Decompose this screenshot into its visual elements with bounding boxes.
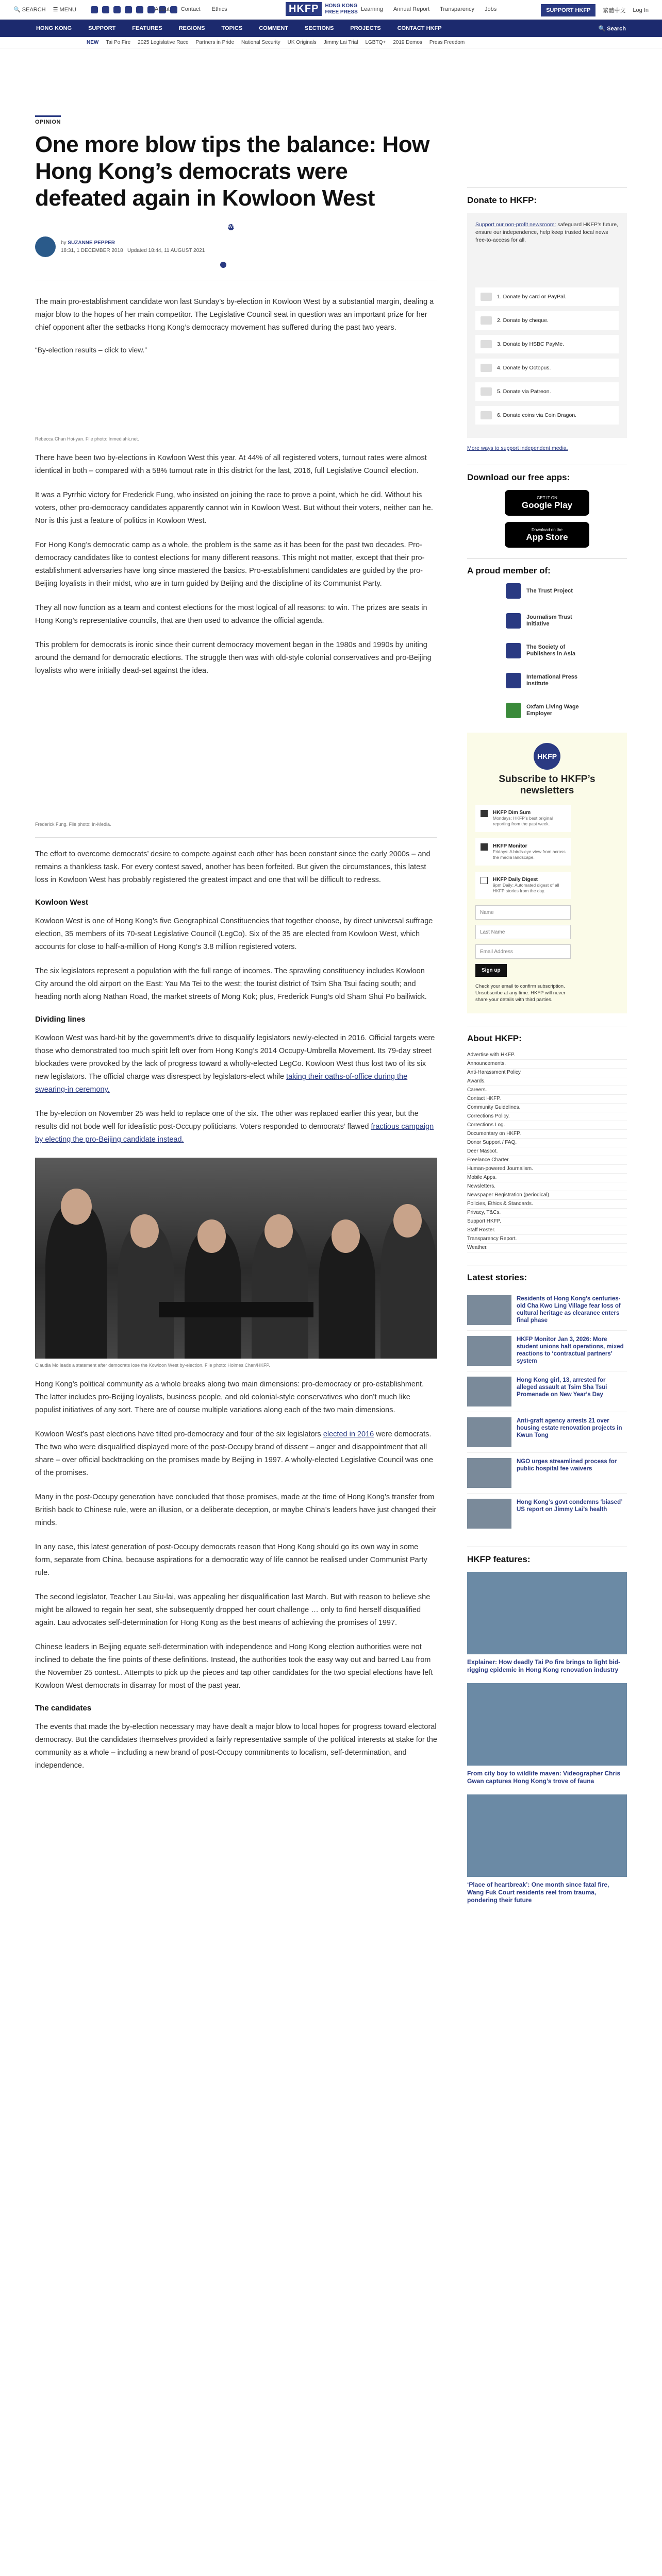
member-heading: A proud member of: xyxy=(467,558,627,576)
inline-link[interactable]: taking their oaths-of-office during the swearing-in ceremony. xyxy=(35,1073,408,1094)
story-title[interactable]: HKFP Monitor Jan 3, 2026: More student unions halt operations, mixed reactions to ‘contractual partners’ system xyxy=(517,1336,624,1364)
donate-option[interactable]: 4. Donate by Octopus. xyxy=(475,359,619,377)
about-list xyxy=(467,1051,627,1252)
story-item[interactable] xyxy=(467,1494,627,1534)
nav-projects[interactable]: PROJECTS xyxy=(350,25,381,31)
image-caption: Rebecca Chan Hoi-yan. File photo: Inmediahk.net. xyxy=(35,436,139,442)
checkbox-icon[interactable] xyxy=(481,877,488,884)
nav-contact[interactable]: CONTACT HKFP xyxy=(397,25,442,31)
facebook-icon[interactable] xyxy=(91,6,98,13)
trending-link[interactable]: 2025 Legislative Race xyxy=(138,40,189,45)
nav-features[interactable]: FEATURES xyxy=(132,25,162,31)
trending-link[interactable]: Tai Po Fire xyxy=(106,40,131,45)
about-heading: About HKFP: xyxy=(467,1026,627,1044)
about-item[interactable]: Newspaper Registration (periodical). xyxy=(467,1191,627,1200)
checkbox-icon[interactable] xyxy=(481,810,488,817)
latest-list xyxy=(467,1290,627,1534)
feature-image[interactable] xyxy=(467,1572,627,1654)
x-icon[interactable] xyxy=(102,6,109,13)
newsletter-title: Subscribe to HKFP’s newsletters xyxy=(499,774,595,796)
link-learning[interactable]: Learning xyxy=(361,6,383,12)
about-item[interactable]: Donor Support / FAQ. xyxy=(467,1139,627,1147)
about-item[interactable]: Support HKFP. xyxy=(467,1217,627,1226)
member-logo[interactable]: Oxfam Living Wage Employer xyxy=(467,703,627,718)
publish-date: 18:31, 1 DECEMBER 2018 xyxy=(61,248,123,253)
nav-comment[interactable]: COMMENT xyxy=(259,25,289,31)
paragraph: In any case, this latest generation of post-Occupy democrats reason that Hong Kong should go its own way in some form, separate from China, because aspirations for a democratic way of life cannot be realised under Communist Party rule. xyxy=(35,1543,427,1577)
link-transparency[interactable]: Transparency xyxy=(440,6,474,12)
instagram-icon[interactable] xyxy=(113,6,121,13)
paragraph: This problem for democrats is ironic since their current democracy movement began in the 1980s and 1990s by uniting around the demand for democratic elections. The struggle then was with old-style colonial conservatives and pro-Beijing loyalists who were initially dead-set against the idea. xyxy=(35,641,432,675)
link-about[interactable]: About xyxy=(155,6,170,12)
octopus-icon xyxy=(481,364,492,372)
story-title[interactable]: Anti-graft agency arrests 21 over housing estate renovation projects in Kwun Tong xyxy=(517,1418,622,1438)
donate-box: Support our non-profit newsroom: safeguard HKFP’s future, ensure our independence, help keep trusted local news free-to-access for all. 1. Donate by card or PayPal. 2. Donate by cheque. 3. Donate by HSBC PayMe. 4. Donate by Octopus. 5. Donate via Patreon. 6. Donate coins via Coin Dragon. xyxy=(467,213,627,438)
feature-title[interactable]: From city boy to wildlife maven: Videographer Chris Gwan captures Hong Kong’s trove of fauna xyxy=(467,1770,621,1785)
trending-link[interactable]: Press Freedom xyxy=(429,40,465,45)
about-item[interactable]: Advertise with HKFP. xyxy=(467,1051,627,1060)
coin-icon xyxy=(481,411,492,419)
about-item[interactable]: Staff Roster. xyxy=(467,1226,627,1235)
author-link[interactable]: SUZANNE PEPPER xyxy=(68,240,115,246)
feature-title[interactable]: Explainer: How deadly Tai Po fire brings to light bid-rigging epidemic in Hong Kong renovation industry xyxy=(467,1658,621,1673)
new-label: NEW xyxy=(87,40,99,45)
story-thumbnail[interactable] xyxy=(467,1295,511,1325)
embedded-link[interactable]: “By-election results – click to view.” xyxy=(35,346,147,354)
trending-link[interactable]: National Security xyxy=(241,40,280,45)
feature-image[interactable] xyxy=(467,1683,627,1766)
cheque-icon xyxy=(481,316,492,325)
trending-link[interactable]: UK Originals xyxy=(287,40,317,45)
paragraph: There have been two by-elections in Kowloon West this year. At 44% of all registered voters, turnout rates were almost identical in both – compared with a 58% turnout rate in this district for the last, 2016, full Legislative Council election. xyxy=(35,454,427,475)
nav-support[interactable]: SUPPORT xyxy=(88,25,116,31)
donate-option[interactable]: 1. Donate by card or PayPal. xyxy=(475,287,619,306)
story-item[interactable] xyxy=(467,1290,627,1331)
paragraph: For Hong Kong’s democratic camp as a whole, the problem is the same as it has been for the past two decades. Pro-democracy candidates like to contest elections for many different reasons. This might not matter, except that their pro-establishment adversaries have long since mastered the basics. Pro-establishment candidates are guided by the pro-Beijing loyalists in their midst, who are in turn guided by Beijing and the discipline of its Communist Party. xyxy=(35,541,425,588)
member-logo[interactable]: The Trust Project xyxy=(467,583,627,599)
trending-bar xyxy=(0,37,662,48)
email-field[interactable]: Email Address xyxy=(475,944,571,959)
trending-link[interactable]: Jimmy Lai Trial xyxy=(323,40,358,45)
about-item[interactable]: Weather. xyxy=(467,1244,627,1252)
newsletter-signup xyxy=(467,733,627,1013)
newsletter-option[interactable]: HKFP Dim Sum Mondays: HKFP’s best original reporting from the past week. xyxy=(475,805,571,832)
feature-title[interactable]: ‘Place of heartbreak’: One month since fatal fire, Wang Fuk Court residents reel from trauma, pondering their future xyxy=(467,1881,609,1904)
story-thumbnail[interactable] xyxy=(467,1458,511,1488)
ad-space xyxy=(0,48,662,115)
utility-links xyxy=(155,6,227,12)
about-item[interactable]: Contact HKFP. xyxy=(467,1095,627,1104)
about-item[interactable]: Careers. xyxy=(467,1086,627,1095)
utility-bar xyxy=(0,0,662,20)
youtube-icon[interactable] xyxy=(125,6,132,13)
link-annual-report[interactable]: Annual Report xyxy=(393,6,430,12)
story-thumbnail[interactable] xyxy=(467,1417,511,1447)
donate-heading: Donate to HKFP: xyxy=(467,188,627,206)
more-ways-link[interactable]: More ways to support independent media. xyxy=(467,445,568,451)
paragraph: The events that made the by-election necessary may have dealt a major blow to local hopes for progress toward electoral democracy. But the candidates themselves provided a fairly representative sample of the political interests at stake for the community as a whole – including a new brand of post-Occupy commitments to localism, self-determination, and independence. xyxy=(35,1723,437,1770)
about-item[interactable]: Mobile Apps. xyxy=(467,1174,627,1182)
story-title[interactable]: Hong Kong’s govt condemns ‘biased’ US report on Jimmy Lai’s health xyxy=(517,1499,622,1513)
story-title[interactable]: Residents of Hong Kong’s centuries-old Cha Kwo Ling Village fear loss of cultural heritage as clearance enters final phase xyxy=(517,1296,621,1324)
paragraph: Kowloon West was hard-hit by the government’s drive to disqualify legislators newly-elected in 2016. Official targets were those who demonstrated too much spirit left over from Hong Kong’s 2014 Occupy-Umbrella Movement. Its 79-day street blockades were provoked by the lack of progress toward a wholly-elected LegCo. Kowloon West thus lost two of its six new legislators. The official charge was disrespect by legislators-elect while taking their oaths-of-office during the swearing-in ceremony. xyxy=(35,1034,435,1094)
about-item[interactable]: Awards. xyxy=(467,1077,627,1086)
paragraph: The six legislators represent a population with the full range of incomes. The sprawling constituency includes Kowloon City around the old airport on the East: Yau Ma Tei to the west; the tourist district of Tsim Sha Tsui facing south; and heading north along Nathan Road, the market streets of Mong Kok; plus, Frederick Fung’s old Sham Shui Po bailiwick. xyxy=(35,967,427,1001)
feature-item[interactable] xyxy=(467,1572,627,1674)
sidebar xyxy=(467,115,627,1913)
payment-logos xyxy=(475,251,619,287)
section-label[interactable]: OPINION xyxy=(35,115,61,125)
trust-link[interactable]: Why you can trust Hong Kong Free Press xyxy=(220,224,234,269)
article-title: One more blow tips the balance: How Hong Kong’s democrats were defeated again in Kowloon West xyxy=(35,132,429,211)
donate-option[interactable]: 3. Donate by HSBC PayMe. xyxy=(475,335,619,353)
last-name-field[interactable]: Last Name xyxy=(475,925,571,939)
payme-icon xyxy=(481,340,492,348)
about-item[interactable]: Deer Mascot. xyxy=(467,1147,627,1156)
embedded-image-space xyxy=(35,689,437,818)
story-item[interactable] xyxy=(467,1412,627,1453)
donate-option[interactable]: 5. Donate via Patreon. xyxy=(475,382,619,401)
nav-regions[interactable]: REGIONS xyxy=(178,25,205,31)
about-item[interactable]: Corrections Log. xyxy=(467,1121,627,1130)
about-item[interactable]: Documentary on HKFP. xyxy=(467,1130,627,1139)
donate-intro-link[interactable]: Support our non-profit newsroom: xyxy=(475,222,556,228)
donate-option[interactable]: 6. Donate coins via Coin Dragon. xyxy=(475,406,619,425)
paragraph: They all now function as a team and contest elections for the most logical of all reasons: to win. The prizes are seats in Hong Kong’s representative councils, that are then used to advance the official agenda. xyxy=(35,604,427,625)
utility-links-right xyxy=(361,6,496,12)
about-item[interactable]: Anti-Harassment Policy. xyxy=(467,1069,627,1077)
story-item[interactable] xyxy=(467,1331,627,1371)
nav-search[interactable]: 🔍 Search xyxy=(598,25,626,32)
about-item[interactable]: Transparency Report. xyxy=(467,1235,627,1244)
subheading: Dividing lines xyxy=(35,1015,86,1024)
about-item[interactable]: Corrections Policy. xyxy=(467,1112,627,1121)
article xyxy=(35,115,437,1784)
story-title[interactable]: Hong Kong girl, 13, arrested for alleged assault at Tsim Sha Tsui Promenade on New Year’s Day xyxy=(517,1377,607,1398)
story-item[interactable] xyxy=(467,1453,627,1494)
paragraph: Kowloon West is one of Hong Kong’s five Geographical Constituencies that together choose, by direct universal suffrage election, 35 members of its 70-seat Legislative Council (LegCo). Six of the 35 are elected from Kowloon West, which accounts for close to half-a-million of Hong Kong’s 3.8 million registered voters. xyxy=(35,917,433,951)
image-caption: Claudia Mo leads a statement after democrats lose the Kowloon West by-election. File photo: Holmes Chan/HKFP. xyxy=(35,1363,270,1368)
inline-link[interactable]: fractious campaign by electing the pro-Beijing candidate instead. xyxy=(35,1123,434,1144)
menu-link[interactable]: ☰ MENU xyxy=(53,7,76,13)
press-conference-photo xyxy=(35,1158,437,1359)
support-hkfp-button[interactable]: SUPPORT HKFP xyxy=(541,4,595,16)
trending-link[interactable]: 2019 Demos xyxy=(393,40,422,45)
about-item[interactable]: Policies, Ethics & Standards. xyxy=(467,1200,627,1209)
trending-link[interactable]: Partners in Pride xyxy=(195,40,235,45)
feature-item[interactable] xyxy=(467,1683,627,1785)
link-jobs[interactable]: Jobs xyxy=(485,6,497,12)
about-item[interactable]: Newsletters. xyxy=(467,1182,627,1191)
member-logo[interactable]: Journalism Trust Initiative xyxy=(467,613,627,629)
checkbox-icon[interactable] xyxy=(481,843,488,851)
paragraph: The effort to overcome democrats’ desire to compete against each other has been constant since the early 2000s – and remains a thankless task. For every contest saved, another has been forfeited. But given the circumstances, this latest loss in Kowloon West has probably registered the greatest impact and one that will be difficult to redress. xyxy=(35,850,431,884)
link-contact[interactable]: Contact xyxy=(180,6,201,12)
feature-image[interactable] xyxy=(467,1794,627,1877)
paragraph: Many in the post-Occupy generation have concluded that those promises, made at the time of Hong Kong’s transfer from British back to Chinese rule, were an illusion, or a deliberate deception, or maybe China’s leaders have just changed their minds. xyxy=(35,1493,437,1527)
site-logo[interactable]: HKFP HONG KONG FREE PRESS xyxy=(286,2,358,16)
telegram-icon[interactable] xyxy=(136,6,143,13)
paragraph: The by-election on November 25 was held to replace one of the six. The other was replaced earlier this year, but the results did not bode well for idealistic post-Occupy politicians. Voters responded to democrats’ flawed fractious campaign by electing the pro-Beijing candidate instead. xyxy=(35,1110,434,1144)
inline-link[interactable]: elected in 2016 xyxy=(323,1430,374,1438)
about-item[interactable]: Announcements. xyxy=(467,1060,627,1069)
paragraph: Hong Kong’s political community as a whole breaks along two main dimensions: pro-democracy or pro-establishment. The latter includes pro-Beijing loyalists, business people, and old colonial-style conservatives who don’t much like populist initiatives of any sort. There are of course multiple variations along each of the two main dimensions. xyxy=(35,1380,424,1414)
name-field[interactable]: Name xyxy=(475,905,571,920)
feature-item[interactable] xyxy=(467,1794,627,1904)
paragraph: Chinese leaders in Beijing equate self-determination with independence and Hong Kong election authorities were not inclined to debate the fine points of these definitions. Instead, the authorities took the easy way out and barred Lau from the November 25 contest.. Attempts to pick up the pieces and tap other candidates for the two special elections have left Kowloon West democrats in disarray for most of the past year. xyxy=(35,1643,433,1690)
nav-topics[interactable]: TOPICS xyxy=(221,25,243,31)
newsletter-note: Check your email to confirm subscription. Unsubscribe at any time. HKFP will never share your details with third parties. xyxy=(475,984,566,1003)
newsletter-logo: HKFP xyxy=(534,743,560,770)
paragraph: The main pro-establishment candidate won last Sunday’s by-election in Kowloon West by a substantial margin, dealing a major blow to the hopes of her main competitor. The Legislative Council seat in question was an important prize for her chief opponent after the setbacks Hong Kong’s democracy movement has suffered during the past two years. xyxy=(35,298,434,332)
signup-button[interactable]: Sign up xyxy=(475,964,507,977)
about-item[interactable]: Privacy, T&Cs. xyxy=(467,1209,627,1217)
subheading: The candidates xyxy=(35,1704,92,1713)
nav-hong-kong[interactable]: HONG KONG xyxy=(36,25,72,31)
story-thumbnail[interactable] xyxy=(467,1336,511,1366)
features-list xyxy=(467,1572,627,1904)
about-item[interactable]: Community Guidelines. xyxy=(467,1104,627,1112)
threads-icon[interactable] xyxy=(147,6,155,13)
byline: by SUZANNE PEPPER 18:31, 1 DECEMBER 2018 Updated 18:44, 11 AUGUST 2021 Why you can trust Hong Kong Free Press xyxy=(35,224,437,280)
image-caption: Frederick Fung. File photo: In-Media. xyxy=(35,822,111,827)
story-title[interactable]: NGO urges streamlined process for public hospital fee waivers xyxy=(517,1459,617,1472)
paragraph: The second legislator, Teacher Lau Siu-lai, was appealing her disqualification last March. But with reason to believe she might be allowed to regain her seat, she subsequently dropped her court challenge … only to find herself disqualified again. Lau advocates self-determination for Hong Kong as the best means of achieving the promises of 1997. xyxy=(35,1593,431,1627)
subheading: Kowloon West xyxy=(35,898,89,907)
about-item[interactable]: Freelance Charter. xyxy=(467,1156,627,1165)
login-link[interactable]: Log In xyxy=(633,7,649,13)
trending-link[interactable]: LGBTQ+ xyxy=(365,40,386,45)
newsletter-option[interactable]: HKFP Monitor Fridays: A birds-eye view from across the media landscape. xyxy=(475,838,571,866)
donate-option[interactable]: 2. Donate by cheque. xyxy=(475,311,619,330)
paragraph: It was a Pyrrhic victory for Frederick Fung, who insisted on joining the race to prove a point, which he did. Without his voters, other pro-democracy candidates apparently cannot win in Kowloon West. But without their voters, neither can he. Nor is this just a feature of politics in Kowloon West. xyxy=(35,491,433,525)
features-heading: HKFP features: xyxy=(467,1547,627,1565)
google-play-button[interactable]: GET IT ON Google Play xyxy=(505,490,589,516)
story-item[interactable] xyxy=(467,1371,627,1412)
card-icon xyxy=(481,293,492,301)
latest-heading: Latest stories: xyxy=(467,1265,627,1283)
member-logo[interactable]: The Society of Publishers in Asia xyxy=(467,643,627,658)
link-ethics[interactable]: Ethics xyxy=(211,6,227,12)
language-link[interactable]: 繁體中文 xyxy=(603,8,626,14)
info-icon xyxy=(220,262,226,268)
main-nav xyxy=(0,20,662,37)
story-thumbnail[interactable] xyxy=(467,1377,511,1406)
newsletter-option[interactable]: HKFP Daily Digest 9pm Daily: Automated digest of all HKFP stories from the day. xyxy=(475,872,571,899)
app-store-button[interactable]: Download on the App Store xyxy=(505,522,589,548)
patreon-icon xyxy=(481,387,492,396)
paragraph: Kowloon West’s past elections have tilted pro-democracy and four of the six legislators elected in 2016 were democrats. The two who were disqualified displayed more of the post-Occupy brand of dissent – anger and disappointment that all share – over official backtracking on the promises made by Beijing in 1997. A wholly-elected Legislative Council was one of the promises. xyxy=(35,1430,433,1477)
apps-heading: Download our free apps: xyxy=(467,465,627,483)
member-logo[interactable]: International Press Institute xyxy=(467,673,627,688)
about-item[interactable]: Human-powered Journalism. xyxy=(467,1165,627,1174)
search-link[interactable]: 🔍 SEARCH xyxy=(13,7,46,13)
story-thumbnail[interactable] xyxy=(467,1499,511,1529)
author-avatar xyxy=(35,236,56,257)
nav-sections[interactable]: SECTIONS xyxy=(305,25,334,31)
updated-date: Updated 18:44, 11 AUGUST 2021 xyxy=(127,248,205,253)
